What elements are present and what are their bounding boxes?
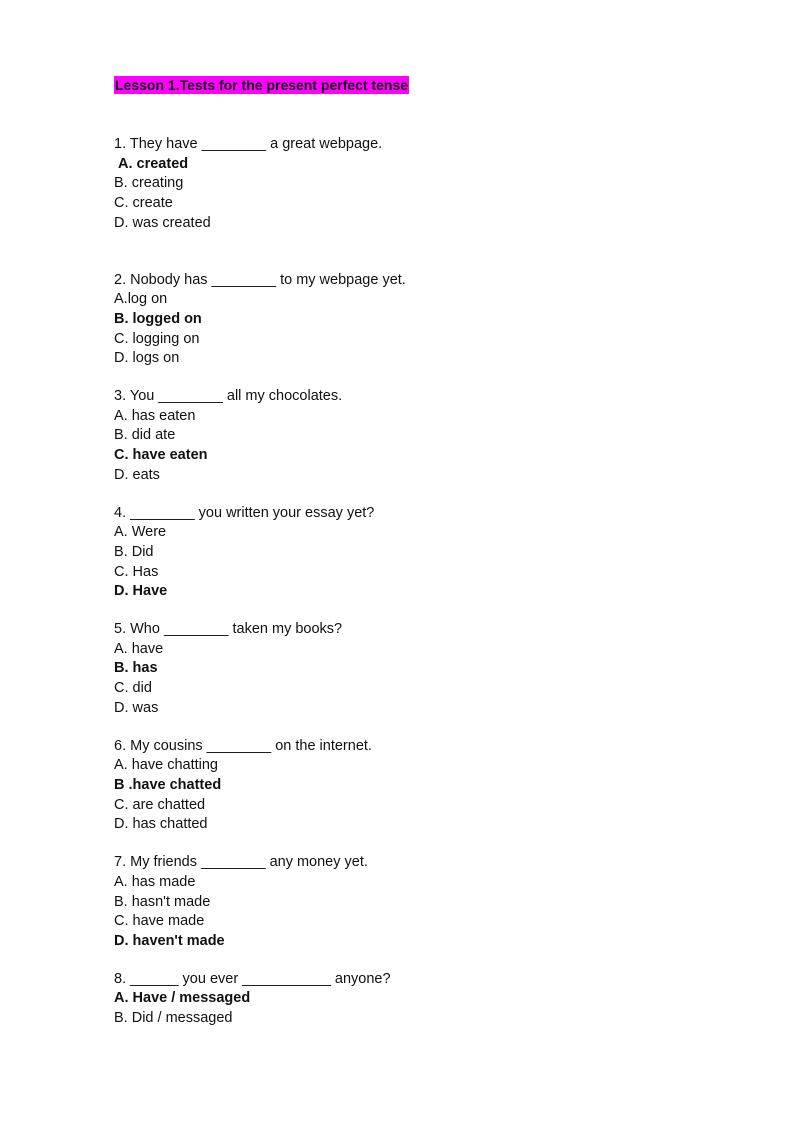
option-c: C. have made bbox=[114, 913, 205, 930]
option-c: C. are chatted bbox=[114, 796, 206, 813]
question-1 bbox=[114, 135, 714, 234]
question-text: 3. You ________ all my chocolates. bbox=[114, 388, 343, 405]
question-text: 8. ______ you ever ___________ anyone? bbox=[114, 970, 391, 987]
lesson-title: Lesson 1.Tests for the present perfect tense bbox=[115, 77, 409, 93]
option-c: C. create bbox=[114, 195, 173, 212]
question-2 bbox=[114, 271, 714, 370]
question-3 bbox=[114, 387, 714, 486]
question-8 bbox=[114, 970, 714, 1029]
option-a-correct: A. Have / messaged bbox=[114, 990, 251, 1007]
question-4 bbox=[114, 504, 714, 603]
document-page bbox=[114, 76, 714, 1029]
option-a: A. have chatting bbox=[114, 757, 218, 774]
question-5 bbox=[114, 620, 714, 719]
option-b: B. Did / messaged bbox=[114, 1010, 233, 1027]
option-b-correct: B. has bbox=[114, 660, 158, 677]
option-c-correct: C. have eaten bbox=[114, 447, 208, 464]
option-b: B. hasn't made bbox=[114, 893, 211, 910]
option-b: B. did ate bbox=[114, 427, 176, 444]
question-text: 7. My friends ________ any money yet. bbox=[114, 854, 368, 871]
option-d-correct: D. Have bbox=[114, 583, 168, 600]
option-a-correct: A. created bbox=[118, 155, 189, 172]
question-text: 1. They have ________ a great webpage. bbox=[114, 136, 383, 152]
question-list bbox=[114, 135, 714, 1029]
question-text: 2. Nobody has ________ to my webpage yet. bbox=[114, 271, 406, 288]
option-b-correct: B. logged on bbox=[114, 310, 202, 327]
question-7 bbox=[114, 853, 714, 952]
option-c: C. logging on bbox=[114, 330, 200, 347]
question-text: 5. Who ________ taken my books? bbox=[114, 621, 343, 638]
option-c: C. did bbox=[114, 680, 152, 697]
option-b-correct: B .have chatted bbox=[114, 776, 222, 793]
option-a: A. has eaten bbox=[114, 407, 196, 424]
option-b: B. Did bbox=[114, 543, 154, 560]
question-text: 6. My cousins ________ on the internet. bbox=[114, 737, 372, 754]
option-d: D. logs on bbox=[114, 350, 180, 367]
question-text: 4. ________ you written your essay yet? bbox=[114, 504, 375, 521]
option-b: B. creating bbox=[114, 175, 184, 192]
option-d: D. was created bbox=[114, 214, 211, 231]
option-a: A.log on bbox=[114, 291, 168, 308]
option-d: D. eats bbox=[114, 466, 160, 483]
option-d-correct: D. haven't made bbox=[114, 932, 225, 949]
option-a: A. has made bbox=[114, 873, 196, 890]
question-6 bbox=[114, 737, 714, 836]
option-c: C. Has bbox=[114, 563, 159, 580]
option-a: A. have bbox=[114, 640, 164, 657]
option-d: D. has chatted bbox=[114, 816, 208, 833]
option-d: D. was bbox=[114, 699, 159, 716]
option-a: A. Were bbox=[114, 524, 167, 541]
